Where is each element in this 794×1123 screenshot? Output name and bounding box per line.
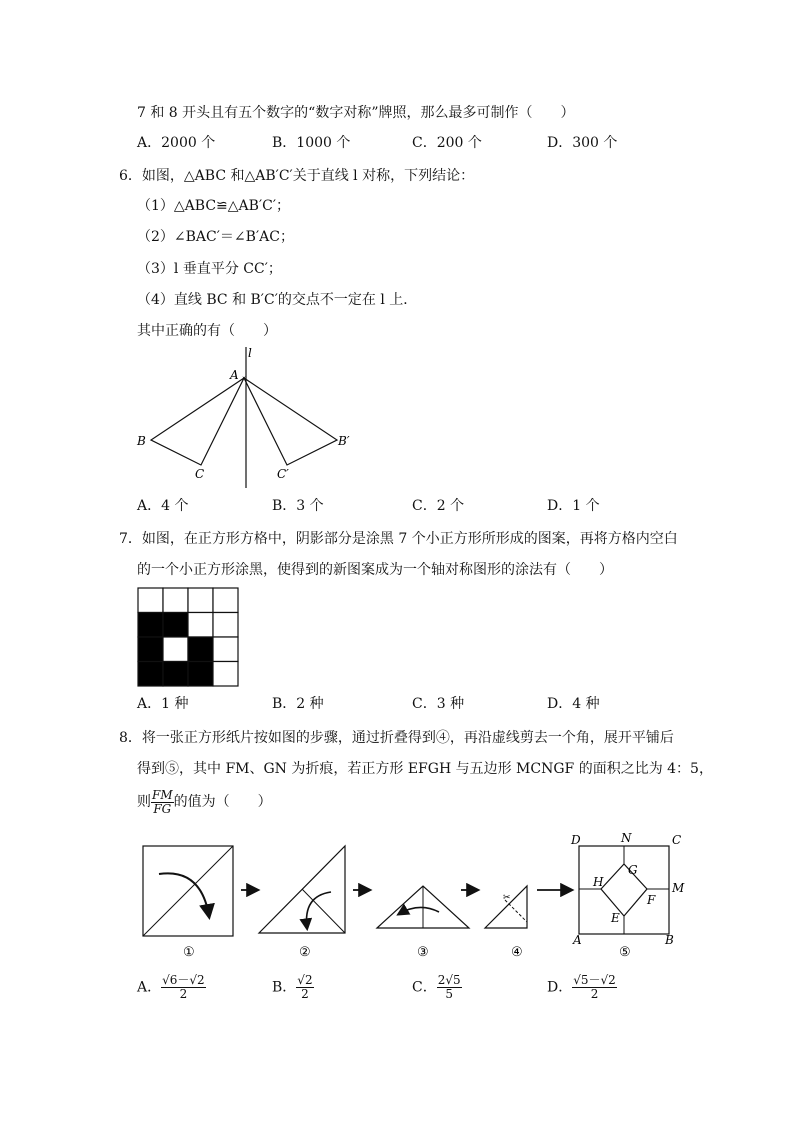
step4-label: ④	[511, 945, 523, 960]
step3-fold-arrow	[399, 907, 439, 914]
grid-cell-empty	[138, 588, 163, 613]
grid-cell-filled	[163, 613, 188, 638]
q5-option-d[interactable]: D．300 个	[547, 135, 618, 151]
grid-cell-filled	[188, 662, 213, 687]
q6-item-1: （1）△ABC≌△AB′C′；	[137, 198, 291, 214]
step2-fold-line	[302, 889, 345, 933]
label-a5: A	[573, 933, 582, 947]
q7-option-c[interactable]: C．3 种	[412, 696, 465, 712]
grid-cell-empty	[188, 613, 213, 638]
q7-option-d[interactable]: D．4 种	[547, 696, 600, 712]
label-h: H	[593, 875, 604, 889]
q7-stem-line2: 的一个小正方形涂黑，使得到的新图案成为一个轴对称图形的涂法有（ ）	[137, 562, 613, 578]
grid-cell-filled	[138, 613, 163, 638]
square-efgh	[601, 864, 647, 916]
step1-diagonal	[143, 846, 233, 936]
triangle-abc	[151, 378, 244, 465]
grid-cell-empty	[163, 637, 188, 662]
q7-option-a[interactable]: A．1 种	[137, 696, 189, 712]
q8-option-c[interactable]: C． $\frac{2√5}{5}$	[412, 973, 461, 1001]
q8-stem-line3: 则 $\frac{FM}{FG}$ 的值为（ ）	[137, 787, 272, 816]
q7-option-b[interactable]: B．2 种	[272, 696, 324, 712]
step4-cut-line	[505, 900, 527, 922]
grid-cell-filled	[188, 637, 213, 662]
grid-cell-filled	[138, 637, 163, 662]
q8-stem-line2: 得到⑤，其中 FM、GN 为折痕，若正方形 EFGH 与五边形 MCNGF 的面积之比为 4：5，	[137, 761, 713, 777]
label-d: D	[571, 833, 581, 847]
q6-stem: 6．如图，△ABC 和△AB′C′关于直线 l 对称，下列结论：	[119, 168, 475, 184]
label-b: B	[137, 434, 146, 448]
q8-stem-line1: 8．将一张正方形纸片按如图的步骤，通过折叠得到④，再沿虚线剪去一个角，展开平铺后	[119, 730, 674, 746]
q5-option-a[interactable]: A．2000 个	[137, 135, 216, 151]
grid-cell-empty	[213, 588, 238, 613]
grid-cell-empty	[213, 613, 238, 638]
q6-option-b[interactable]: B．3 个	[272, 498, 324, 514]
label-b5: B	[665, 933, 674, 947]
q5-option-b[interactable]: B．1000 个	[272, 135, 351, 151]
step1-label: ①	[183, 945, 195, 960]
q8-figure	[135, 828, 695, 964]
fraction-fm-fg: $\frac{FM}{FG}$	[152, 787, 173, 816]
q6-option-d[interactable]: D．1 个	[547, 498, 600, 514]
label-n: N	[621, 831, 632, 845]
q8-option-b[interactable]: B． $\frac{√2}{2}$	[272, 973, 313, 1001]
label-c5: C	[672, 833, 682, 847]
q6-option-c[interactable]: C．2 个	[412, 498, 465, 514]
label-g: G	[628, 863, 638, 877]
q5-continuation: 7 和 8 开头且有五个数字的“数字对称”牌照，那么最多可制作（ ）	[137, 105, 575, 121]
q8-option-d[interactable]: D． $\frac{√5-√2}{2}$	[547, 973, 616, 1001]
label-c: C	[195, 467, 205, 481]
step5-label: ⑤	[619, 945, 631, 960]
grid-cell-empty	[163, 588, 188, 613]
scissors-icon: ✂	[503, 893, 511, 903]
q8-option-a[interactable]: A． $\frac{√6-√2}{2}$	[137, 973, 205, 1001]
label-l: l	[248, 346, 252, 360]
step2-label: ②	[299, 945, 311, 960]
q6-item-4: （4）直线 BC 和 B′C′的交点不一定在 l 上．	[137, 292, 418, 308]
label-a: A	[230, 368, 239, 382]
q7-stem-line1: 7．如图，在正方形方格中，阴影部分是涂黑 7 个小正方形所形成的图案，再将方格内空白	[119, 531, 678, 547]
q6-item-3: （3）l 垂直平分 CC′；	[137, 261, 282, 277]
q6-figure	[135, 345, 355, 490]
grid-cell-empty	[213, 662, 238, 687]
label-m: M	[672, 881, 685, 895]
q7-grid-figure	[137, 587, 241, 689]
q5-option-c[interactable]: C．200 个	[412, 135, 482, 151]
grid-cell-filled	[163, 662, 188, 687]
label-e: E	[611, 911, 620, 925]
step3-label: ③	[417, 945, 429, 960]
q6-option-a[interactable]: A．4 个	[137, 498, 189, 514]
grid-cell-empty	[188, 588, 213, 613]
q6-question: 其中正确的有（ ）	[137, 323, 277, 339]
label-bp: B′	[338, 434, 350, 448]
triangle-abpcp	[244, 378, 337, 465]
grid-cell-empty	[213, 637, 238, 662]
label-f: F	[647, 893, 656, 907]
grid-cell-filled	[138, 662, 163, 687]
q6-item-2: （2）∠BAC′＝∠B′AC；	[137, 229, 294, 245]
label-cp: C′	[277, 467, 289, 481]
